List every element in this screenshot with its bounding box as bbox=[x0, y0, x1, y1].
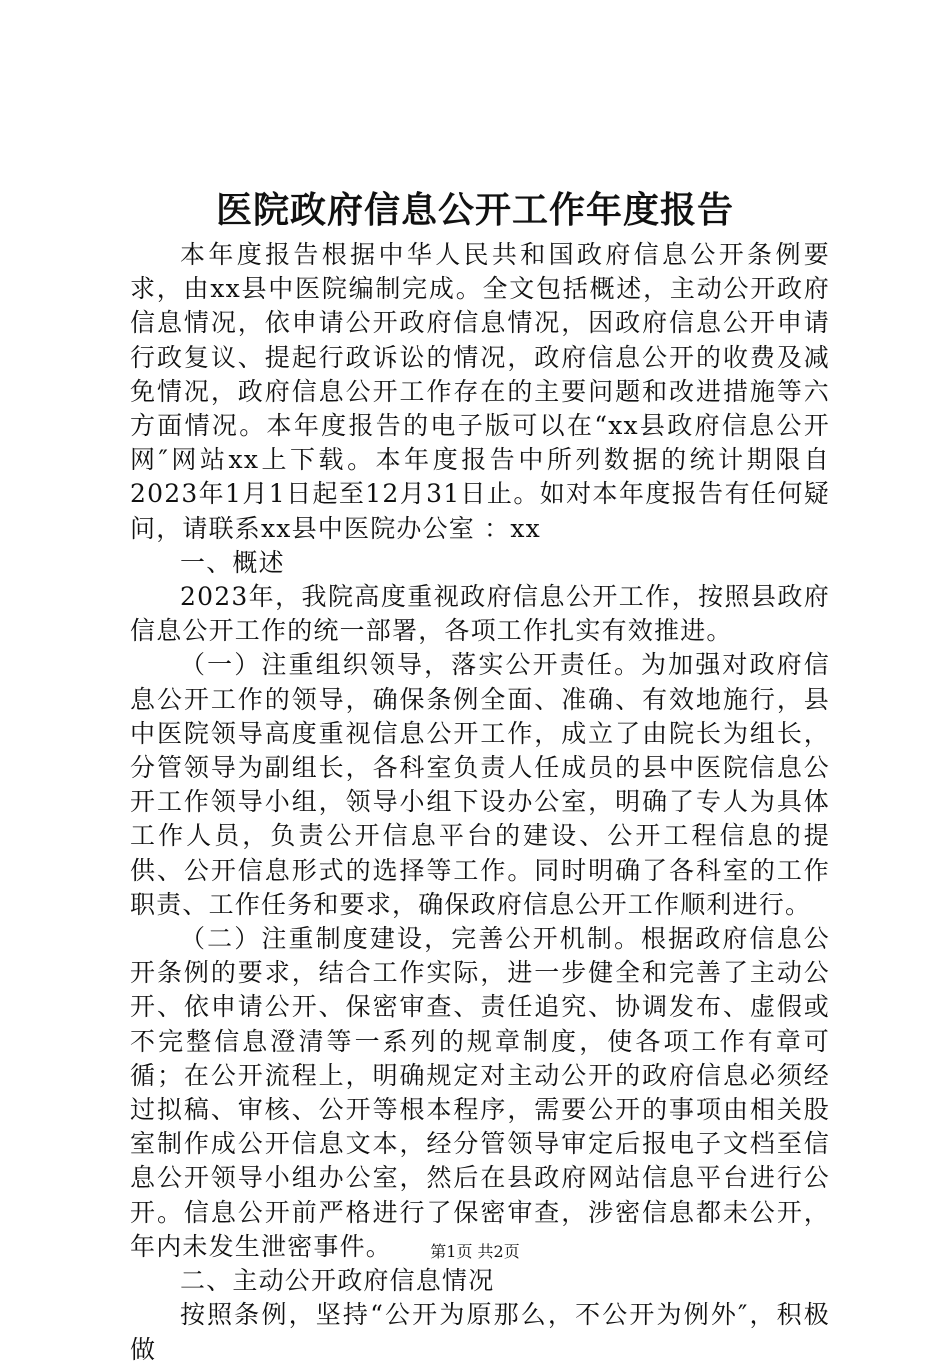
section-heading-overview: 一、概述 bbox=[180, 547, 285, 577]
section-heading-proactive-disclosure: 二、主动公开政府信息情况 bbox=[180, 1266, 495, 1296]
overview-paragraph: 2023年，我院高度重视政府信息公开工作，按照县政府信息公开工作的统一部署，各项工作扎实有效推进。 bbox=[130, 582, 830, 646]
document-title: 医院政府信息公开工作年度报告 bbox=[215, 189, 734, 231]
organization-paragraph: （一）注重组织领导，落实公开责任。为加强对政府信息公开工作的领导，确保条例全面、准确、有效地施行，县中医院领导高度重视信息公开工作，成立了由院长为组长，分管领导为副组长，各科室负责人任成员的县中医院信息公开工作领导小组，领导小组下设办公室，明确了专人为具体工作人员，负责公开信息平台的建设、公开工程信息的提供、公开信息形式的选择等工作。同时明确了各科室的工作职责、工作任务和要求，确保政府信息公开工作顺利进行。 bbox=[130, 650, 830, 919]
page-footer: 第1页 共2页 bbox=[430, 1242, 520, 1261]
document-body bbox=[130, 238, 830, 1367]
proactive-disclosure-paragraph: 按照条例，坚持“公开为原那么，不公开为例外″，积极做 bbox=[130, 1300, 830, 1364]
intro-paragraph: 本年度报告根据中华人民共和国政府信息公开条例要求，由xx县中医院编制完成。全文包括概述，主动公开政府信息情况，依申请公开政府信息情况，因政府信息公开申请行政复议、提起行政诉讼的情况，政府信息公开的收费及减免情况，政府信息公开工作存在的主要问题和改进措施等六方面情况。本年度报告的电子版可以在“xx县政府信息公开网″网站xx上下载。本年度报告中所列数据的统计期限自2023年1月1日起至12月31日止。如对本年度报告有任何疑问，请联系xx县中医院办公室 ：xx bbox=[130, 240, 830, 543]
system-building-paragraph: （二）注重制度建设，完善公开机制。根据政府信息公开条例的要求，结合工作实际，进一步健全和完善了主动公开、依申请公开、保密审查、责任追究、协调发布、虚假或不完整信息澄清等一系列的规章制度，使各项工作有章可循；在公开流程上，明确规定对主动公开的政府信息必须经过拟稿、审核、公开等根本程序，需要公开的事项由相关股室制作成公开信息文本，经分管领导审定后报电子文档至信息公开领导小组办公室，然后在县政府网站信息平台进行公开。信息公开前严格进行了保密审查，涉密信息都未公开，年内未发生泄密事件。 bbox=[130, 924, 830, 1261]
